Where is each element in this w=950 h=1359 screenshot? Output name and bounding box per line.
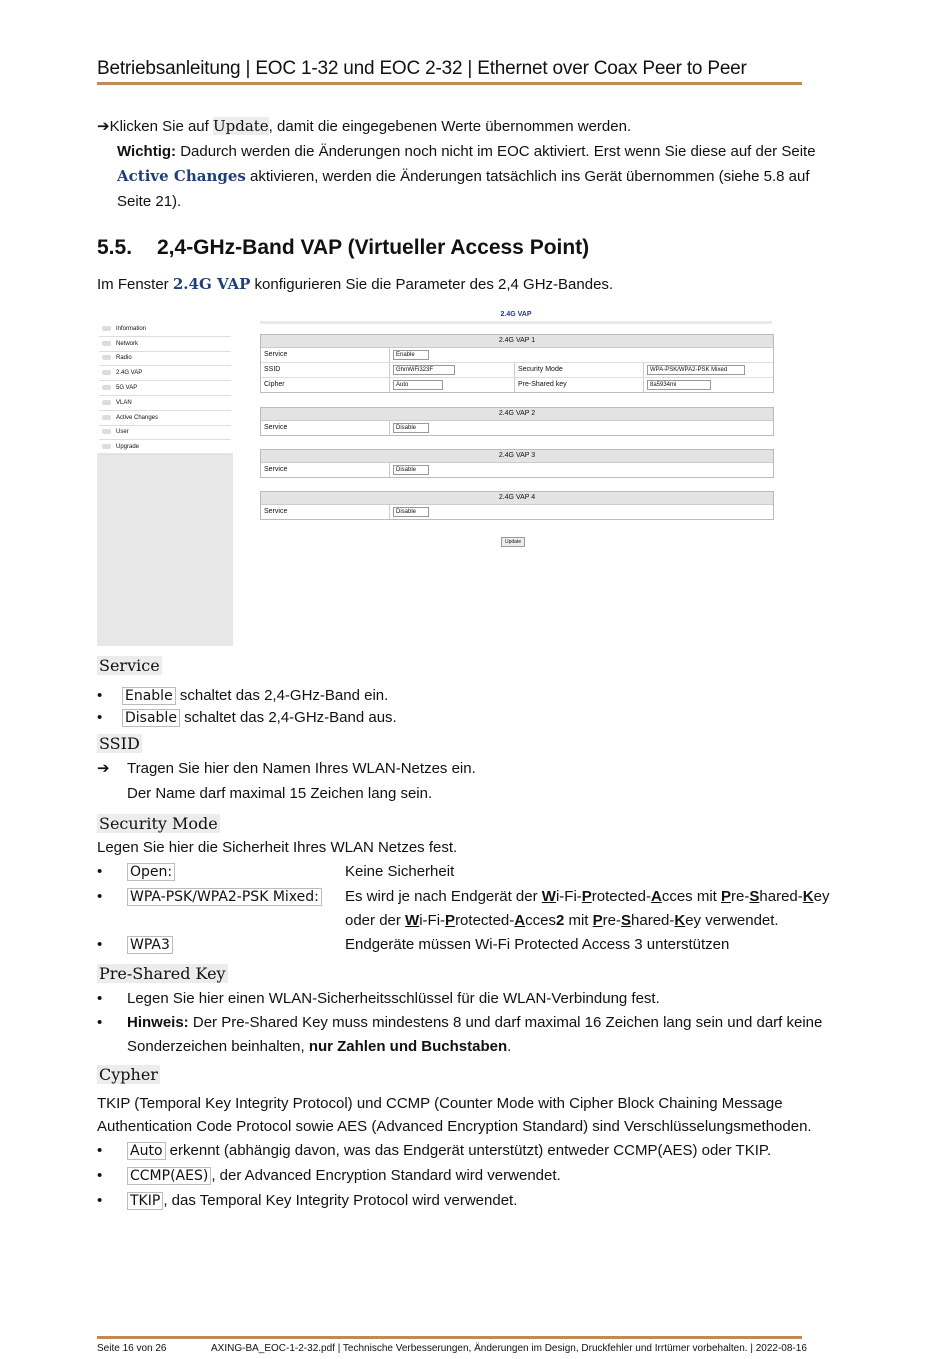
update-ref: Update bbox=[212, 117, 269, 135]
intro-line-4: Seite 21). bbox=[117, 193, 182, 210]
disable-option: Disable bbox=[122, 709, 180, 727]
enable-option: Enable bbox=[122, 687, 176, 705]
wpa3-description: Endgeräte müssen Wi-Fi Protected Access 3 unterstützen bbox=[345, 936, 730, 953]
ssid-line-2: Der Name darf maximal 15 Zeichen lang sein. bbox=[127, 785, 433, 802]
bold-text: nur Zahlen und Buchstaben bbox=[308, 1038, 508, 1055]
menu-item-information[interactable]: Information bbox=[99, 322, 231, 337]
vap-1-service-select[interactable]: Enable bbox=[393, 350, 429, 360]
section-heading bbox=[97, 236, 589, 260]
footer-note: AXING-BA_EOC-1-2-32.pdf | Technische Verbesserungen, Änderungen im Design, Druckfehler und Irrtümer vorbehalten. | 2022-08-16 bbox=[211, 1343, 807, 1354]
section-lead bbox=[97, 272, 613, 297]
service-label: Service bbox=[264, 424, 288, 431]
intro-line-2 bbox=[117, 139, 816, 164]
bullet-icon: • bbox=[97, 709, 103, 726]
ssid-arrow-icon: ➔ bbox=[97, 760, 110, 777]
bullet-text: Legen Sie hier einen WLAN-Sicherheitsschlüssel für die WLAN-Verbindung fest. bbox=[127, 990, 660, 1007]
bullet-icon: • bbox=[97, 1192, 103, 1209]
vap-2-service-select[interactable]: Disable bbox=[393, 423, 429, 433]
menu-item-24g-vap[interactable]: 2.4G VAP bbox=[99, 366, 231, 381]
vap-1-title: 2.4G VAP 1 bbox=[261, 335, 773, 348]
bullet-text: Sonderzeichen beinhalten, bbox=[127, 1038, 309, 1055]
menu-item-network[interactable]: Network bbox=[99, 337, 231, 352]
intro-line-1 bbox=[97, 114, 631, 139]
tkip-option: TKIP bbox=[127, 1192, 163, 1210]
vap-1-ssid-input[interactable]: GhnWiFi323F bbox=[393, 365, 455, 375]
psk-heading: Pre-Shared Key bbox=[99, 964, 226, 983]
intro-text: Dadurch werden die Änderungen noch nicht im EOC aktiviert. Erst wenn Sie diese auf der Seite bbox=[176, 143, 816, 160]
auto-option: Auto bbox=[127, 1142, 166, 1160]
sidebar-menu bbox=[97, 307, 233, 646]
intro-text: Klicken Sie auf bbox=[109, 118, 213, 135]
footer-rule bbox=[97, 1336, 802, 1339]
security-lead: Legen Sie hier die Sicherheit Ihres WLAN Netzes fest. bbox=[97, 839, 458, 856]
vap-3-block bbox=[260, 449, 774, 478]
section-title: 2,4-GHz-Band VAP (Virtueller Access Point) bbox=[157, 236, 590, 259]
panel-title: 2.4G VAP bbox=[500, 311, 532, 318]
menu-item-5g-vap[interactable]: 5G VAP bbox=[99, 381, 231, 396]
intro-text: aktivieren, werden die Änderungen tatsächlich ins Gerät übernommen (siehe 5.8 auf bbox=[245, 168, 810, 185]
section-number: 5.5. bbox=[97, 236, 133, 259]
intro-text: , damit die eingegebenen Werte übernommen werden. bbox=[268, 118, 632, 135]
intro-line-3 bbox=[117, 164, 810, 189]
vap-1-security-select[interactable]: WPA-PSK/WPA2-PSK Mixed bbox=[647, 365, 745, 375]
vap-1-block bbox=[260, 334, 774, 393]
menu-item-vlan[interactable]: VLAN bbox=[99, 396, 231, 411]
service-heading: Service bbox=[99, 656, 160, 675]
vap-link: 2.4G VAP bbox=[172, 275, 251, 293]
vap-2-title: 2.4G VAP 2 bbox=[261, 408, 773, 421]
vap-4-block bbox=[260, 491, 774, 520]
bullet-icon: • bbox=[97, 1014, 103, 1031]
active-changes-link[interactable]: Active Changes bbox=[117, 167, 246, 185]
bullet-text: , das Temporal Key Integrity Protocol wird verwendet. bbox=[163, 1192, 518, 1209]
bullet-icon: • bbox=[97, 687, 103, 704]
open-option: Open: bbox=[127, 863, 175, 881]
menu-item-radio[interactable]: Radio bbox=[99, 351, 231, 366]
vap-3-title: 2.4G VAP 3 bbox=[261, 450, 773, 463]
wpa-mixed-option: WPA-PSK/WPA2-PSK Mixed: bbox=[127, 888, 322, 906]
lead-text: Im Fenster bbox=[97, 276, 173, 293]
bullet-icon: • bbox=[97, 936, 103, 953]
vap-3-service-select[interactable]: Disable bbox=[393, 465, 429, 475]
bullet-text: Der Pre-Shared Key muss mindestens 8 und darf maximal 16 Zeichen lang sein und darf keine bbox=[188, 1014, 823, 1031]
bullet-text: erkennt (abhängig davon, was das Endgerät unterstützt) entweder CCMP(AES) oder TKIP. bbox=[165, 1142, 772, 1159]
bullet-text: , der Advanced Encryption Standard wird verwendet. bbox=[211, 1167, 561, 1184]
bullet-icon: • bbox=[97, 1142, 103, 1159]
vap-config-panel bbox=[260, 307, 772, 646]
vap-4-service-select[interactable]: Disable bbox=[393, 507, 429, 517]
wpa-description-line-1: Es wird je nach Endgerät der Wi-Fi-Protected-Acces mit Pre-Shared-Key bbox=[345, 888, 830, 905]
wpa3-option: WPA3 bbox=[127, 936, 173, 954]
page-header: Betriebsanleitung | EOC 1-32 und EOC 2-32 | Ethernet over Coax Peer to Peer bbox=[97, 58, 747, 79]
security-heading: Security Mode bbox=[99, 814, 218, 833]
ssid-heading: SSID bbox=[99, 734, 140, 753]
bullet-icon: • bbox=[97, 990, 103, 1007]
bullet-icon: • bbox=[97, 888, 103, 905]
bullet-text: schaltet das 2,4-GHz-Band aus. bbox=[179, 709, 397, 726]
menu-item-active-changes[interactable]: Active Changes bbox=[99, 411, 231, 426]
open-description: Keine Sicherheit bbox=[345, 863, 455, 880]
service-label: Service bbox=[264, 508, 288, 515]
cypher-para-line-2: Authentication Code Protocol sowie AES (Advanced Encryption Standard) sind Verschlüsselungsmethoden. bbox=[97, 1118, 812, 1135]
bullet-icon: • bbox=[97, 1167, 103, 1184]
menu-item-upgrade[interactable]: Upgrade bbox=[99, 440, 231, 455]
wpa-description-line-2: oder der Wi-Fi-Protected-Acces2 mit Pre-Shared-Key verwendet. bbox=[345, 912, 779, 929]
ssid-label: SSID bbox=[264, 366, 281, 373]
ssid-line-1: Tragen Sie hier den Namen Ihres WLAN-Netzes ein. bbox=[127, 760, 476, 777]
arrow-icon: ➔ bbox=[97, 118, 110, 135]
hint-label: Hinweis: bbox=[127, 1014, 189, 1031]
cipher-label: Cipher bbox=[264, 381, 285, 388]
cypher-para-line-1: TKIP (Temporal Key Integrity Protocol) und CCMP (Counter Mode with Cipher Block Chaining Message bbox=[97, 1095, 783, 1112]
cypher-heading: Cypher bbox=[99, 1065, 158, 1084]
psk-bullet-2-line-2: Sonderzeichen beinhalten, nur Zahlen und Buchstaben. bbox=[127, 1038, 512, 1055]
header-rule bbox=[97, 82, 802, 85]
update-button[interactable]: Update bbox=[501, 537, 525, 547]
important-label: Wichtig: bbox=[117, 143, 177, 160]
ccmp-option: CCMP(AES) bbox=[127, 1167, 211, 1185]
vap-1-cipher-select[interactable]: Auto bbox=[393, 380, 443, 390]
service-label: Service bbox=[264, 351, 288, 358]
menu-item-user[interactable]: User bbox=[99, 425, 231, 440]
vap-4-title: 2.4G VAP 4 bbox=[261, 492, 773, 505]
config-screenshot bbox=[97, 307, 802, 646]
lead-text: konfigurieren Sie die Parameter des 2,4 GHz-Bandes. bbox=[250, 276, 614, 293]
psk-label: Pre-Shared key bbox=[518, 381, 567, 388]
page-number: Seite 16 von 26 bbox=[97, 1343, 167, 1354]
bullet-text: schaltet das 2,4-GHz-Band ein. bbox=[175, 687, 389, 704]
security-mode-label: Security Mode bbox=[518, 366, 563, 373]
service-label: Service bbox=[264, 466, 288, 473]
vap-1-psk-input[interactable]: 8a5934mi bbox=[647, 380, 711, 390]
bullet-icon: • bbox=[97, 863, 103, 880]
vap-2-block bbox=[260, 407, 774, 436]
